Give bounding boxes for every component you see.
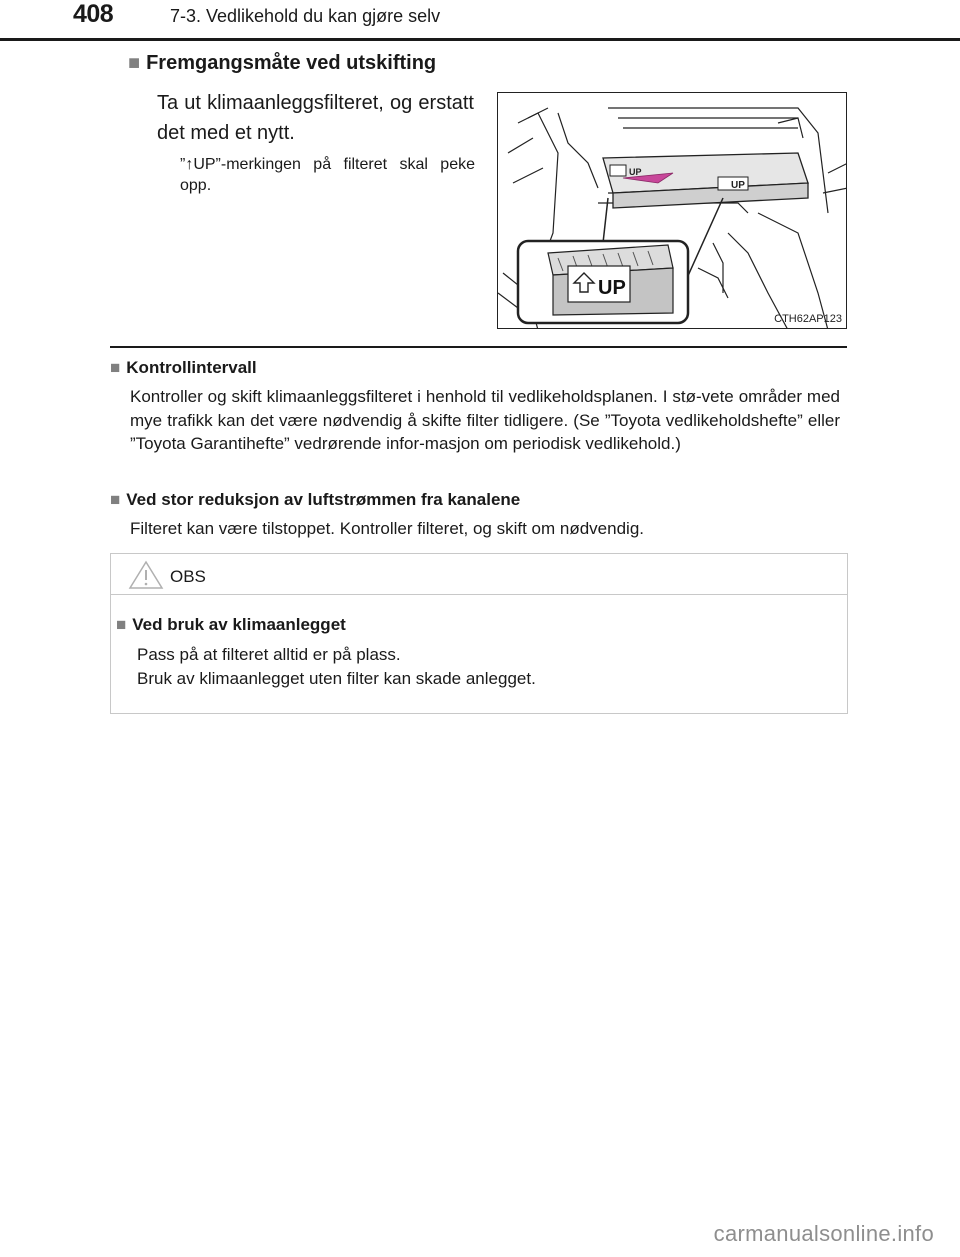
section-text-kontrollintervall: Kontroller og skift klimaanleggsfilteret i henhold til vedlikeholdsplanen. I stø-vete områder med mye trafikk kan det være nødvendig å skifte filter tidligere. (Se ”Toyota vedlikeholdshefte” eller ”Toyota Garantihefte” vedrørende infor-masjon om periodisk vedlikehold.) xyxy=(130,387,840,453)
note-text: ”↑UP”-merkingen på filteret skal peke opp. xyxy=(180,156,475,194)
chapter-title: 7-3. Vedlikehold du kan gjøre selv xyxy=(170,6,441,26)
obs-text xyxy=(137,643,536,690)
replacement-heading-text: Fremgangsmåte ved utskifting xyxy=(146,52,437,74)
warning-triangle-icon xyxy=(127,559,165,591)
obs-label: OBS xyxy=(170,567,206,586)
figure-code: CTH62AP123 xyxy=(774,313,842,325)
section-heading-text: Ved stor reduksjon av luftstrømmen fra kanalene xyxy=(126,490,521,509)
obs-caution-box xyxy=(110,553,848,714)
small-up-label-a: UP xyxy=(629,167,642,177)
step-text: Ta ut klimaanleggsfilteret, og erstatt det med et nytt. xyxy=(157,92,474,144)
large-up-label: UP xyxy=(598,277,626,299)
obs-line-1: Pass på at filteret alltid er på plass. xyxy=(137,645,401,664)
square-bullet-icon: ■ xyxy=(110,358,121,377)
obs-heading xyxy=(116,615,346,635)
section-text-luftstrom: Filteret kan være tilstoppet. Kontroller filteret, og skift om nødvendig. xyxy=(130,519,645,538)
square-bullet-icon: ■ xyxy=(110,490,121,509)
section-rule xyxy=(110,346,847,348)
section-heading-text: Kontrollintervall xyxy=(126,358,257,377)
square-bullet-icon: ■ xyxy=(116,615,127,634)
square-bullet-icon: ■ xyxy=(128,52,141,74)
obs-line-2: Bruk av klimaanlegget uten filter kan skade anlegget. xyxy=(137,668,536,688)
header-rule xyxy=(0,38,960,41)
section-heading-luftstrom xyxy=(110,490,520,510)
replacement-heading xyxy=(128,52,436,75)
filter-illustration xyxy=(497,92,847,329)
obs-heading-text: Ved bruk av klimaanlegget xyxy=(132,615,346,634)
watermark: carmanualsonline.info xyxy=(713,1221,934,1246)
filter-drawing xyxy=(498,93,847,329)
small-up-label-b: UP xyxy=(731,180,745,191)
page-number: 408 xyxy=(73,0,114,28)
obs-header xyxy=(111,554,847,595)
section-heading-kontrollintervall xyxy=(110,358,257,378)
